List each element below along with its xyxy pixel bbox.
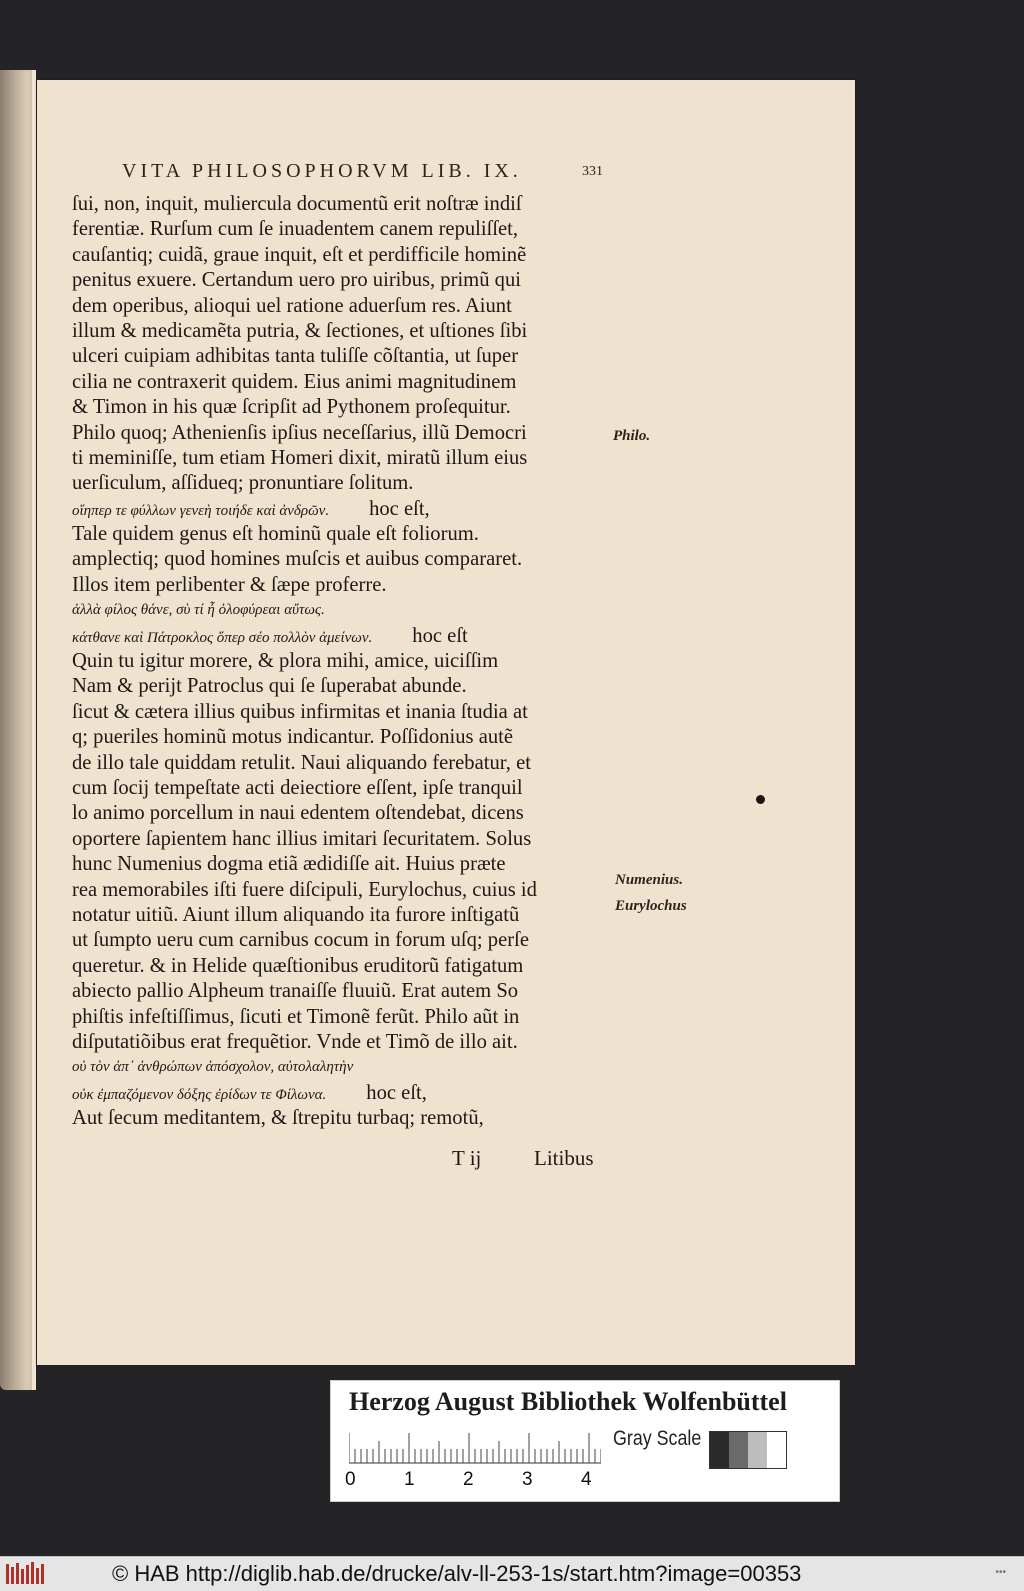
text-line bbox=[72, 827, 642, 852]
margin-note-numenius: Numenius. bbox=[615, 872, 683, 888]
line-text: ἀλλὰ φίλος θάνε, σὺ τί ἦ ὀλοφύρεαι αὔτως. bbox=[72, 602, 325, 619]
line-text: cauſantiq; cuidã, graue inquit, eſt et perdifficile hominẽ bbox=[72, 243, 527, 266]
footer-bar bbox=[0, 1556, 1024, 1591]
gray-swatch bbox=[748, 1432, 767, 1468]
card-title: Herzog August Bibliothek Wolfenbüttel bbox=[349, 1387, 787, 1416]
greek-verse-line bbox=[72, 1081, 642, 1106]
text-line bbox=[72, 903, 642, 928]
signature-mark: T ij bbox=[452, 1146, 482, 1170]
line-text: ſicut & cætera illius quibus infirmitas et inania ſtudia at bbox=[72, 700, 528, 723]
text-line bbox=[72, 1005, 642, 1030]
line-text: οὐ τὸν ἀπ᾽ ἀνθρώπων ἀπόσχολον, αὐτολαλητὴν bbox=[72, 1059, 354, 1076]
line-text: notatur uitiũ. Aiunt illum aliquando ita furore inſtigatũ bbox=[72, 903, 520, 926]
text-line bbox=[72, 700, 642, 725]
text-line bbox=[72, 776, 642, 801]
text-line bbox=[72, 243, 642, 268]
text-line bbox=[72, 370, 642, 395]
line-text: hunc Numenius dogma etiã ædidiſſe ait. Huius præte bbox=[72, 853, 506, 876]
line-text: Nam & perijt Patroclus qui ſe ſuperabat abunde. bbox=[72, 675, 467, 698]
page-number: 331 bbox=[582, 164, 603, 179]
more-icon[interactable]: ••• bbox=[995, 1567, 1006, 1578]
gray-scale-label: Gray Scale bbox=[613, 1427, 702, 1450]
text-line bbox=[72, 395, 642, 420]
margin-note-philo: Philo. bbox=[613, 428, 651, 444]
text-line bbox=[72, 1106, 642, 1131]
text-line bbox=[72, 471, 642, 496]
text-line bbox=[72, 522, 642, 547]
text-line bbox=[72, 852, 642, 877]
line-text: cum ſocij tempeſtate acti deiectiore eſſent, ipſe tranquil bbox=[72, 776, 523, 799]
greek-verse-line bbox=[72, 497, 642, 522]
ruler-number: 0 bbox=[345, 1469, 356, 1490]
line-text: οὐκ ἐμπαζόμενον δόξης ἐρίδων τε Φίλωνα. bbox=[72, 1086, 327, 1103]
copyright-url[interactable]: © HAB http://diglib.hab.de/drucke/alv-ll-253-1s/start.htm?image=00353 bbox=[112, 1561, 802, 1586]
text-line bbox=[72, 674, 642, 699]
line-text: Illos item perlibenter & ſæpe proferre. bbox=[72, 573, 387, 596]
line-tag: hoc eſt, bbox=[366, 1081, 427, 1104]
line-text: Philo quoq; Athenienſis ipſius neceſſarius, illũ Democri bbox=[72, 421, 527, 444]
line-text: abiecto pallio Alpheum tranaiſſe fluuiũ. Erat autem So bbox=[72, 980, 519, 1003]
line-text: penitus exuere. Certandum uero pro uiribus, primũ qui bbox=[72, 269, 521, 292]
line-text: ti meminiſſe, tum etiam Homeri dixit, miratũ illum eius bbox=[72, 446, 528, 469]
line-text: ut ſumpto ueru cum carnibus cocum in forum uſq; perſe bbox=[72, 929, 529, 952]
gray-swatch bbox=[710, 1432, 729, 1468]
line-text: cilia ne contraxerit quidem. Eius animi magnitudinem bbox=[72, 370, 517, 393]
text-line bbox=[72, 344, 642, 369]
line-text: uerſiculum, aſſidueq; pronuntiare ſolitum. bbox=[72, 472, 414, 495]
greek-verse-line bbox=[72, 624, 642, 649]
line-text: & Timon in his quæ ſcripſit ad Pythonem proſequitur. bbox=[72, 396, 511, 419]
line-text: rea memorabiles iſti fuere diſcipuli, Eurylochus, cuius id bbox=[72, 878, 537, 901]
measurement-ruler bbox=[349, 1429, 601, 1465]
text-line bbox=[72, 573, 642, 598]
line-text: Tale quidem genus eſt hominũ quale eſt foliorum. bbox=[72, 523, 479, 546]
body-text bbox=[72, 192, 642, 1131]
text-line bbox=[72, 446, 642, 471]
text-line bbox=[72, 751, 642, 776]
greek-verse-line bbox=[72, 598, 642, 623]
text-line bbox=[72, 294, 642, 319]
text-line bbox=[72, 954, 642, 979]
margin-note-eurylochus: Eurylochus bbox=[615, 898, 687, 914]
line-text: lo animo porcellum in naui edentem oſtendebat, dicens bbox=[72, 802, 524, 825]
line-tag: hoc eſt, bbox=[369, 497, 430, 520]
gray-scale-swatches bbox=[709, 1431, 787, 1469]
line-text: q; pueriles hominũ motus indicantur. Poſſidonius autẽ bbox=[72, 726, 514, 749]
text-line bbox=[72, 801, 642, 826]
line-text: ulceri cuipiam adhibitas tanta tuliſſe cõſtantia, ut ſuper bbox=[72, 345, 519, 368]
line-text: amplectiq; quod homines muſcis et auibus compararet. bbox=[72, 548, 523, 571]
text-line bbox=[72, 725, 642, 750]
ruler-number: 1 bbox=[404, 1469, 415, 1490]
gray-swatch bbox=[729, 1432, 748, 1468]
ruler-number: 4 bbox=[581, 1469, 592, 1490]
ruler-number: 2 bbox=[463, 1469, 474, 1490]
line-tag: hoc eſt bbox=[412, 624, 468, 647]
text-line bbox=[72, 217, 642, 242]
line-text: de illo tale quiddam retulit. Naui aliquando ferebatur, et bbox=[72, 751, 531, 774]
line-text: illum & medicamẽta putria, & ſectiones, et uſtiones ſibi bbox=[72, 319, 528, 342]
adjacent-page-edge bbox=[0, 70, 36, 1390]
line-text: phiſtis infeſtiſſimus, ſicuti et Timonẽ ferũt. Philo aũt in bbox=[72, 1005, 520, 1028]
color-calibration-card bbox=[330, 1380, 840, 1502]
line-text: dem operibus, alioqui uel ratione aduerſum res. Aiunt bbox=[72, 294, 512, 317]
line-text: ſui, non, inquit, muliercula documentũ erit noſtræ indiſ bbox=[72, 193, 522, 215]
text-line bbox=[72, 547, 642, 572]
text-line bbox=[72, 979, 642, 1004]
text-line bbox=[72, 421, 642, 446]
line-text: οἵηπερ τε φύλλων γενεὴ τοιήδε καὶ ἀνδρῶν. bbox=[72, 502, 330, 519]
line-text: diſputatiõibus erat frequẽtior. Vnde et Timõ de illo ait. bbox=[72, 1030, 518, 1053]
ruler-number: 3 bbox=[522, 1469, 533, 1490]
gray-swatch bbox=[767, 1432, 786, 1468]
running-head: VITA PHILOSOPHORVM LIB. IX. bbox=[122, 160, 522, 182]
text-line bbox=[72, 319, 642, 344]
line-text: Quin tu igitur morere, & plora mihi, amice, uiciſſim bbox=[72, 650, 499, 673]
catchword: Litibus bbox=[534, 1146, 594, 1170]
greek-verse-line bbox=[72, 1055, 642, 1080]
text-line bbox=[72, 1030, 642, 1055]
text-line bbox=[72, 268, 642, 293]
ink-speck bbox=[756, 795, 765, 804]
hab-logo-icon bbox=[4, 1561, 46, 1587]
text-line bbox=[72, 878, 642, 903]
text-line bbox=[72, 192, 642, 217]
text-line bbox=[72, 928, 642, 953]
line-text: oportere ſapientem hanc illius imitari ſecuritatem. Solus bbox=[72, 827, 532, 850]
text-line bbox=[72, 649, 642, 674]
line-text: queretur. & in Helide quæſtionibus eruditorũ fatigatum bbox=[72, 954, 524, 977]
line-text: ferentiæ. Rurſum cum ſe inuadentem canem repuliſſet, bbox=[72, 218, 519, 241]
line-text: κάτθανε καὶ Πάτροκλος ὅπερ σέο πολλὸν ἀμείνων. bbox=[72, 629, 373, 646]
book-page bbox=[37, 80, 855, 1365]
line-text: Aut ſecum meditantem, & ſtrepitu turbaq; remotũ, bbox=[72, 1107, 484, 1130]
